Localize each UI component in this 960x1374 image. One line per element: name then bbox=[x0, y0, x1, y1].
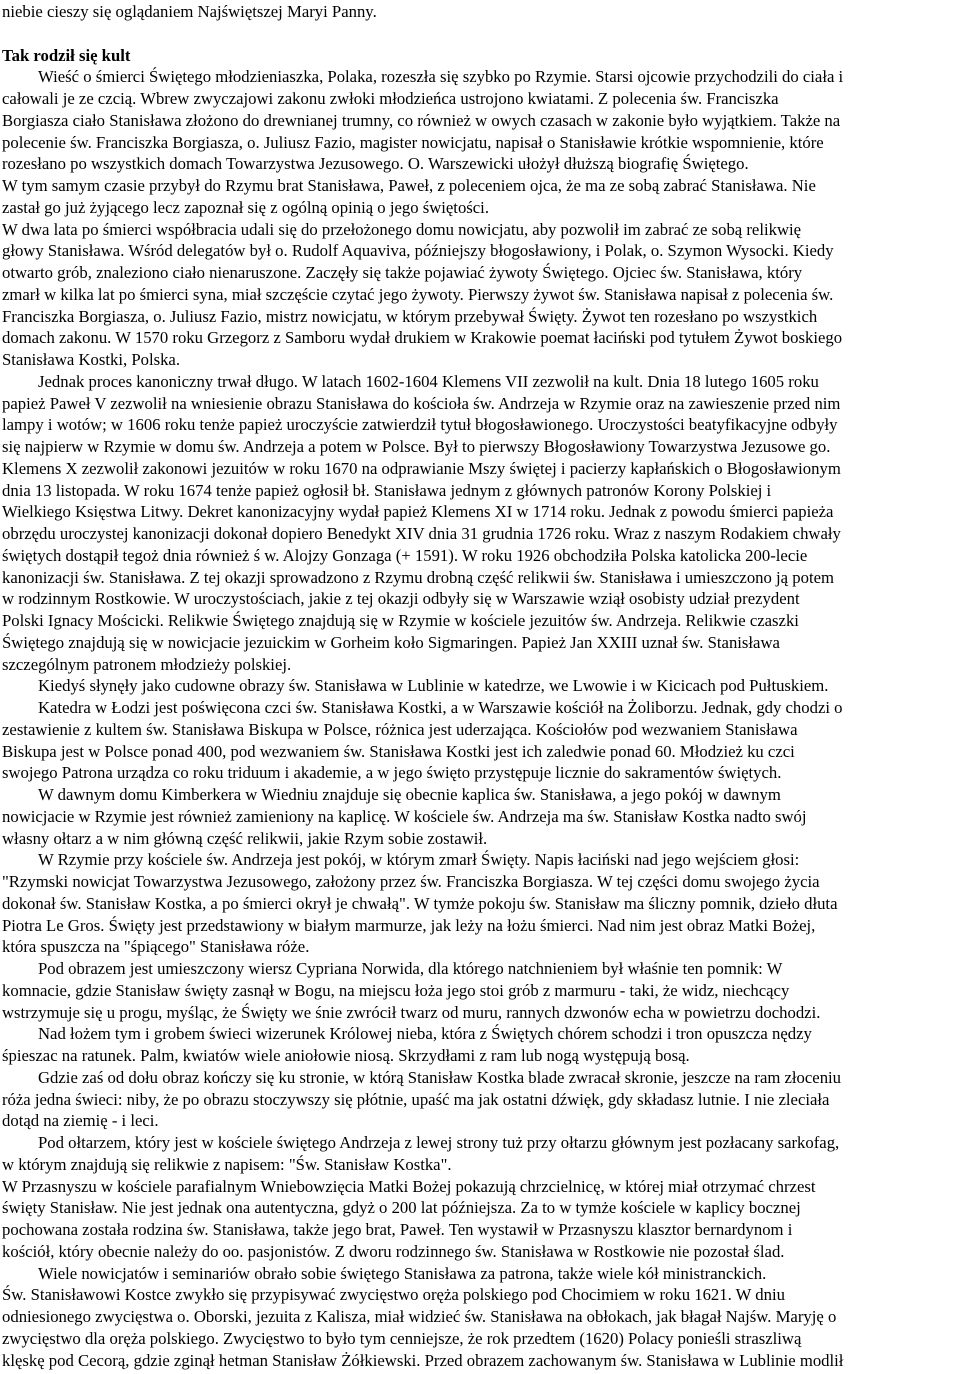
section-heading: Tak rodził się kult bbox=[2, 45, 131, 65]
text-line: Franciszka Borgiasza, o. Juliusz Fazio, mistrz nowicjatu, w którym przebywał Święty. Żywot ten rozesłano po wszystkich bbox=[2, 306, 818, 326]
text-line: Wielkiego Księstwa Litwy. Dekret kanonizacyjny wydał papież Klemens XI w 1714 roku. Jednak z powodu śmierci papieża bbox=[2, 502, 834, 522]
paragraph bbox=[2, 371, 960, 676]
text-line: Nad łożem tym i grobem świeci wizerunek Królowej nieba, która z Świętych chórem schodzi i tron opuszcza nędzy bbox=[38, 1024, 812, 1044]
text-line: się najpierw w Rzymie w domu św. Andrzeja a potem w Polsce. Był to pierwszy Błogosławiony Towarzystwa Jezusowe go. bbox=[2, 437, 831, 456]
text-line: w którym znajdują się relikwie z napisem: "Św. Stanisław Kostka". bbox=[2, 1154, 452, 1174]
text-line: "Rzymski nowicjat Towarzystwa Jezusowego, założony przez św. Franciszka Borgiasza. W tej części domu swojego życia bbox=[2, 872, 820, 891]
paragraph bbox=[2, 697, 960, 784]
text-line: w rodzinnym Rostkowie. W uroczystościach, jakie z tej okazji odbyły się w Warszawie wziął osobisty udział prezydent bbox=[2, 589, 800, 609]
text-line: Stanisława Kostki, Polska. bbox=[2, 350, 180, 369]
text-line: Św. Stanisławowi Kostce zwykło się przypisywać zwycięstwo oręża polskiego pod Chocimiem w roku 1621. W dniu bbox=[2, 1285, 785, 1305]
text-line: polecenie św. Franciszka Borgiasza, o. Juliusz Fazio, magister nowicjatu, napisał o Stanisławie krótkie wspomnienie, które bbox=[2, 132, 824, 152]
text-line: Wiele nowicjatów i seminariów obrało sobie świętego Stanisława za patrona, także wiele kół ministranckich. bbox=[38, 1263, 767, 1283]
text-line: dotąd na ziemię - i leci. bbox=[2, 1111, 159, 1131]
text-line: Polski Ignacy Mościcki. Relikwie Świętego znajdują się w Rzymie w kościele jezuitów św. Andrzeja. Relikwie czaszki bbox=[2, 611, 799, 630]
text-line: klęskę pod Cecorą, gdzie zginął hetman Stanisław Żółkiewski. Przed obrazem zachowanym św. Stanisława w Lublinie modlił bbox=[2, 1350, 844, 1370]
text-line: papież Paweł V zezwolił na wniesienie obrazu Stanisława do kościoła św. Andrzeja w Rzymie oraz na zawieszenie przed nim bbox=[2, 393, 841, 413]
text-line: zestawienie z kultem św. Stanisława Biskupa w Polsce, różnica jest uderzająca. Kościołów pod wezwaniem Stanisława bbox=[2, 719, 798, 739]
text-line: wstrzymuje się u progu, myśląc, że Święty we śnie zwrócił twarz od muru, rannych dzwonów echa w powietrzu dochodzi. bbox=[2, 1002, 821, 1022]
text-line: która spuszcza na "śpiącego" Stanisława róże. bbox=[2, 937, 310, 957]
text-line: Piotra Le Gros. Święty jest przedstawiony w białym marmurze, jak leży na łożu śmierci. Nad nim jest obraz Matki Bożej, bbox=[2, 915, 816, 935]
text-line: szczególnym patronem młodzieży polskiej. bbox=[2, 654, 292, 674]
text-line: zmarł w kilka lat po śmierci syna, miał szczęście czytać jego żywoty. Pierwszy żywot św. Stanisława napisał z polecenia św. bbox=[2, 284, 834, 304]
text-line: Pod ołtarzem, który jest w kościele świętego Andrzeja z lewej strony tuż przy ołtarzu głównym jest pozłacany sarkofag, bbox=[38, 1133, 840, 1152]
text-line: dnia 13 listopada. W roku 1674 tenże papież ogłosił bł. Stanisława jednym z głównych patronów Korony Polskiej i bbox=[2, 480, 772, 500]
text-line: róża jedna świeci: niby, że po obrazu stoczywszy się płótnie, upaść ma jak ostatni dźwięk, gdy składasz lutnie. I nie zleciała bbox=[2, 1089, 830, 1109]
paragraph bbox=[2, 1284, 960, 1371]
text-line: W tym samym czasie przybył do Rzymu brat Stanisława, Paweł, z poleceniem ojca, że ma ze sobą zabrać Stanisława. Nie bbox=[2, 176, 816, 195]
text-line: świętych dostąpił tegoż dnia również ś w. Alojzy Gonzaga (+ 1591). W roku 1926 obchodziła Polska katolicka 200-lecie bbox=[2, 545, 808, 565]
paragraph bbox=[2, 784, 960, 849]
text-line: swojego Patrona urządza co roku triduum i akademie, a w jego święto przystępuje licznie do sakramentów świętych. bbox=[2, 763, 782, 783]
text-line: Pod obrazem jest umieszczony wiersz Cypriana Norwida, dla którego natchnieniem był właśnie ten pomnik: W bbox=[38, 959, 783, 978]
text-line: całowali je ze czcią. Wbrew zwyczajowi zakonu zwłoki młodzieńca ustrojono kwiatami. Z polecenia św. Franciszka bbox=[2, 89, 779, 108]
text-line: dokonał św. Stanisław Kostka, a po śmierci okrył je chwałą". W tymże pokoju św. Stanisław ma śliczny pomnik, dzieło dłuta bbox=[2, 893, 838, 913]
paragraph bbox=[2, 175, 960, 219]
paragraph bbox=[2, 66, 960, 175]
text-line: otwarto grób, znaleziono ciało nienaruszone. Zaczęły się także pojawiać żywoty Świętego. Ojciec św. Stanisława, który bbox=[2, 263, 803, 282]
text-line: komnacie, gdzie Stanisław święty zasnął w Bogu, na miejscu łoża jego stoi grób z marmuru - taki, że widz, niechcący bbox=[2, 980, 790, 1000]
paragraph bbox=[2, 1132, 960, 1176]
text-line: domach zakonu. W 1570 roku Grzegorz z Samboru wydał drukiem w Krakowie poemat łaciński pod tytułem Żywot boskiego bbox=[2, 328, 843, 348]
text-line: zwycięstwo dla oręża polskiego. Zwycięstwo to było tym cenniejsze, że rok przedtem (1620) Polacy ponieśli straszliwą bbox=[2, 1328, 802, 1348]
text-line: kościół, który obecnie należy do oo. pasjonistów. Z dworu rodzinnego św. Stanisława w Rostkowie nie pozostał ślad. bbox=[2, 1241, 785, 1261]
text-line: Biskupa jest w Polsce ponad 400, pod wezwaniem św. Stanisława Kostki jest ich zaledwie ponad 60. Młodzież ku czci bbox=[2, 741, 795, 761]
text-line: nowicjacie w Rzymie jest również zamieniony na kaplicę. W kościele św. Andrzeja ma św. Stanisław Kostka nadto swój bbox=[2, 806, 807, 826]
text-line: pochowana została rodzina św. Stanisława, także jego brat, Paweł. Ten wystawił w Przasnyszu klasztor bernardynom i bbox=[2, 1220, 793, 1239]
paragraph bbox=[2, 675, 960, 697]
paragraph bbox=[2, 1067, 960, 1132]
text-line: W Przasnyszu w kościele parafialnym Wniebowzięcia Matki Bożej pokazują chrzcielnicę, w której miał otrzymać chrzest bbox=[2, 1176, 816, 1196]
text-line: głowy Stanisława. Wśród delegatów był o. Rudolf Aquaviva, późniejszy błogosławiony, i Polak, o. Szymon Wysocki. Kiedy bbox=[2, 241, 834, 261]
paragraph bbox=[2, 1263, 960, 1285]
text-line: obrzędu uroczystej kanonizacji dokonał dopiero Benedykt XIV dnia 31 grudnia 1726 roku. Wraz z naszym Rodakiem chwały bbox=[2, 524, 841, 543]
text-line: W Rzymie przy kościele św. Andrzeja jest pokój, w którym zmarł Święty. Napis łaciński nad jego wejściem głosi: bbox=[38, 850, 800, 870]
text-line: Borgiasza ciało Stanisława złożono do drewnianej trumny, co również w owych czasach w zakonie było wyjątkiem. Także na bbox=[2, 110, 841, 130]
text-line: W dwa lata po śmierci współbracia udali się do przełożonego domu nowicjatu, aby pozwolił im zabrać ze sobą relikwię bbox=[2, 219, 802, 239]
text-line: lampy i wotów; w 1606 roku tenże papież uroczyście zatwierdził tytuł błogosławionego. Uroczystości beatyfikacyjne odbyły bbox=[2, 415, 838, 435]
text-line: rozesłano po wszystkich domach Towarzystwa Jezusowego. O. Warszewicki ułożył dłuższą biografię Świętego. bbox=[2, 154, 749, 174]
text-line: własny ołtarz a w nim główną część relikwii, jakie Rzym sobie zostawił. bbox=[2, 828, 488, 848]
text-line: Klemens X zezwolił zakonowi jezuitów w roku 1670 na odprawianie Mszy świętej i pacierzy kapłańskich o Błogosławionym bbox=[2, 458, 841, 478]
text-line: Gdzie zaś od dołu obraz kończy się ku stronie, w którą Stanisław Kostka blade zwracał skronie, jeszcze na ram złoceniu bbox=[38, 1067, 842, 1087]
paragraph bbox=[2, 1176, 960, 1263]
text-line: śpieszac na ratunek. Palm, kwiatów wiele aniołowie niosą. Skrzydłami z ram lub nogą występują bosą. bbox=[2, 1046, 690, 1065]
paragraph bbox=[2, 1023, 960, 1067]
paragraph bbox=[2, 219, 960, 371]
paragraph bbox=[2, 849, 960, 958]
text-line: Katedra w Łodzi jest poświęcona czci św. Stanisława Kostki, a w Warszawie kościół na Żoliborzu. Jednak, gdy chodzi o bbox=[38, 698, 843, 717]
text-line: Świętego znajdują się w nowicjacie jezuickim w Gorheim koło Sigmaringen. Papież Jan XXIII uznał św. Stanisława bbox=[2, 632, 780, 652]
text-line: Jednak proces kanoniczny trwał długo. W latach 1602-1604 Klemens VII zezwolił na kult. Dnia 18 lutego 1605 roku bbox=[38, 371, 819, 391]
text-line: zastał go już żyjącego lecz zapoznał się z ogólną opinią o jego świętości. bbox=[2, 197, 489, 217]
text-line: Kiedyś słynęły jako cudowne obrazy św. Stanisława w Lublinie w katedrze, we Lwowie i w Kicicach pod Pułtuskiem. bbox=[38, 676, 829, 696]
text-line: święty Stanisław. Nie jest jednak ona autentyczna, gdyż o 200 lat późniejsza. Za to w tymże kościele w kaplicy bocznej bbox=[2, 1198, 801, 1218]
text-line: niebie cieszy się oglądaniem Najświętszej Maryi Panny. bbox=[2, 2, 377, 21]
paragraph bbox=[2, 958, 960, 1023]
text-line: Wieść o śmierci Świętego młodzieniaszka, Polaka, rozeszła się szybko po Rzymie. Starsi ojcowie przychodzili do ciała i bbox=[38, 67, 844, 87]
text-line: kanonizacji św. Stanisława. Z tej okazji sprowadzono z Rzymu drobną część relikwii św. Stanisława i umieszczono ją potem bbox=[2, 567, 834, 587]
text-line: odniesionego zwycięstwa o. Oborski, jezuita z Kalisza, miał widzieć św. Stanisława na obłokach, jak błagał Najśw. Maryję o bbox=[2, 1307, 837, 1326]
text-line: W dawnym domu Kimberkera w Wiedniu znajduje się obecnie kaplica św. Stanisława, a jego pokój w dawnym bbox=[38, 785, 781, 804]
